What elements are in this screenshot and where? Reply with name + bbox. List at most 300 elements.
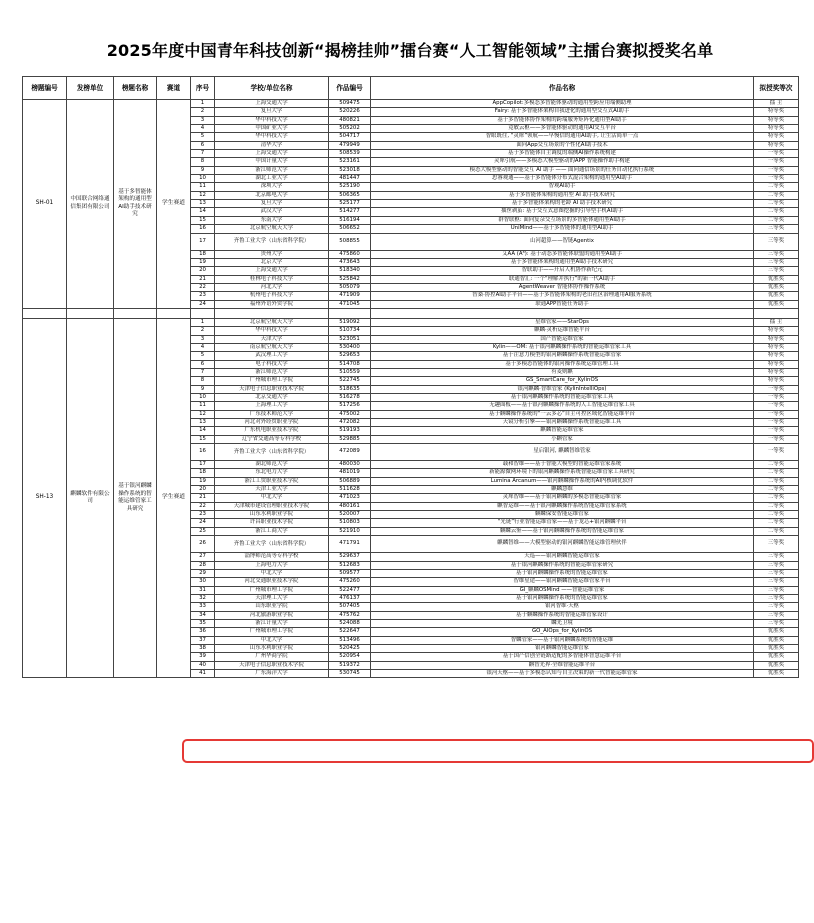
- serial-cell: 34: [191, 611, 215, 619]
- work-name-cell: 银河智维·天枢: [371, 603, 754, 611]
- serial-cell: 15: [191, 435, 215, 443]
- award-cell: 特等奖: [754, 352, 799, 360]
- award-cell: 特等奖: [754, 377, 799, 385]
- work-id-cell: 510559: [329, 368, 371, 376]
- serial-cell: 18: [191, 250, 215, 258]
- school-cell: 广州城市理工学院: [215, 377, 329, 385]
- award-cell: 特等奖: [754, 108, 799, 116]
- work-name-cell: 基于银河麒麟操作系统的智能运维管家研究: [371, 561, 754, 569]
- work-id-cell: 519092: [329, 318, 371, 326]
- work-name-cell: 灵犀智维——基于银河麒麟的多模态智能运维管家: [371, 494, 754, 502]
- award-cell: 一等奖: [754, 419, 799, 427]
- work-name-cell: 麒麟·灵析运维智能平台: [371, 327, 754, 335]
- serial-cell: 23: [191, 292, 215, 300]
- work-name-cell: 智眼既往, “灵犀”领航——早慢信的通用AI助手, 让生活简单一点: [371, 133, 754, 141]
- school-cell: 天津工业大学: [215, 486, 329, 494]
- award-cell: 三等奖: [754, 561, 799, 569]
- serial-cell: 2: [191, 108, 215, 116]
- award-cell: 特等奖: [754, 368, 799, 376]
- award-cell: 二等奖: [754, 208, 799, 216]
- award-cell: 二等奖: [754, 461, 799, 469]
- award-cell: 特等奖: [754, 116, 799, 124]
- serial-cell: 37: [191, 636, 215, 644]
- school-cell: 武汉理工大学: [215, 352, 329, 360]
- award-cell: 三等奖: [754, 611, 799, 619]
- group-separator: [23, 308, 799, 318]
- award-cell: 二等奖: [754, 519, 799, 527]
- award-cell: 一等奖: [754, 444, 799, 461]
- serial-cell: 4: [191, 125, 215, 133]
- award-cell: 三等奖: [754, 603, 799, 611]
- work-id-cell: 472089: [329, 444, 371, 461]
- serial-cell: 9: [191, 385, 215, 393]
- award-cell: 三等奖: [754, 536, 799, 553]
- work-id-cell: 481019: [329, 469, 371, 477]
- serial-cell: 32: [191, 594, 215, 602]
- award-cell: 优胜奖: [754, 292, 799, 300]
- school-cell: 北京大学: [215, 258, 329, 266]
- work-name-cell: 竟敏云枢——多智能体驱动的通用AI交互平台: [371, 125, 754, 133]
- work-id-cell: 524088: [329, 619, 371, 627]
- work-name-cell: 灵犀引航——多模态大模型驱动的APP 智能操作助手构建: [371, 158, 754, 166]
- table-row: [23, 100, 799, 108]
- work-name-cell: 基于国产信创全链路适配的多智能体智慧运维平台: [371, 653, 754, 661]
- school-cell: 广东技术师范大学: [215, 410, 329, 418]
- work-name-cell: Fairy: 基于多智能体架构自我进化的通用型交互式AI助手: [371, 108, 754, 116]
- work-id-cell: 481447: [329, 175, 371, 183]
- work-name-cell: 模态大模型驱动的智能交互 AI 助手 —— 面向通信场景的任务自动化执行系统: [371, 166, 754, 174]
- header-track: 赛道: [157, 77, 191, 100]
- work-name-cell: 麒麟智能运维管家: [371, 427, 754, 435]
- work-name-cell: 基于麒麟操作系统的“一云多芯”自主可控区域化智能运维平台: [371, 410, 754, 418]
- award-cell: 特等奖: [754, 335, 799, 343]
- work-name-cell: 麟光卫境: [371, 619, 754, 627]
- award-cell: 优胜奖: [754, 653, 799, 661]
- work-name-cell: Kylin——OM: 基于银河麒麟操作系统的智能运维管家工具: [371, 343, 754, 351]
- award-cell: 三等奖: [754, 586, 799, 594]
- work-name-cell: 麒智光界·全维智能运维平台: [371, 661, 754, 669]
- school-cell: 东南大学: [215, 216, 329, 224]
- school-cell: 广州华商学院: [215, 653, 329, 661]
- school-cell: 河北交通职业技术学院: [215, 578, 329, 586]
- school-cell: 上海交通大学: [215, 100, 329, 108]
- serial-cell: 18: [191, 469, 215, 477]
- serial-cell: 5: [191, 133, 215, 141]
- school-cell: 北京航空航天大学: [215, 318, 329, 326]
- serial-cell: 19: [191, 258, 215, 266]
- serial-cell: 16: [191, 444, 215, 461]
- award-cell: 一等奖: [754, 158, 799, 166]
- award-cell: 二等奖: [754, 486, 799, 494]
- school-cell: 广东机电职业技术学院: [215, 427, 329, 435]
- award-cell: 优胜奖: [754, 644, 799, 652]
- work-name-cell: 基于麒麟操作系统的智能运维管家设计: [371, 611, 754, 619]
- work-id-cell: 505202: [329, 125, 371, 133]
- serial-cell: 4: [191, 343, 215, 351]
- school-cell: 浙江师范大学: [215, 166, 329, 174]
- topic-name-cell: 基于多智能体架构的通用型AI助手技术研究: [114, 100, 157, 309]
- publisher-cell: 中国联合网络通信集团有限公司: [67, 100, 114, 309]
- separator-cell: [114, 308, 157, 318]
- work-name-cell: AgentWeaver 智能体协作操作系统: [371, 283, 754, 291]
- serial-cell: 36: [191, 628, 215, 636]
- work-id-cell: 516194: [329, 216, 371, 224]
- serial-cell: 14: [191, 427, 215, 435]
- work-id-cell: 512683: [329, 561, 371, 569]
- work-id-cell: 521910: [329, 527, 371, 535]
- serial-cell: 30: [191, 578, 215, 586]
- award-cell: 二等奖: [754, 183, 799, 191]
- school-cell: 华中科技大学: [215, 133, 329, 141]
- work-id-cell: 476137: [329, 594, 371, 602]
- award-cell: 特等奖: [754, 327, 799, 335]
- serial-cell: 21: [191, 494, 215, 502]
- work-id-cell: 507405: [329, 603, 371, 611]
- serial-cell: 6: [191, 141, 215, 149]
- award-cell: 优胜奖: [754, 636, 799, 644]
- work-id-cell: 520007: [329, 511, 371, 519]
- school-cell: 深圳大学: [215, 183, 329, 191]
- work-name-cell: 星维管家——StarOps: [371, 318, 754, 326]
- work-id-cell: 509577: [329, 569, 371, 577]
- school-cell: 浙江工商大学: [215, 527, 329, 535]
- school-cell: 天津大学: [215, 335, 329, 343]
- serial-cell: 40: [191, 661, 215, 669]
- work-name-cell: 智桑·协控AI助手平台——基于多智能体架构的老旧社区治理通用AI服务系统: [371, 292, 754, 300]
- school-cell: 华中科技大学: [215, 327, 329, 335]
- school-cell: 华中科技大学: [215, 116, 329, 124]
- school-cell: 复旦大学: [215, 108, 329, 116]
- work-name-cell: 基于银河麒麟操作系统的智能运维管家: [371, 569, 754, 577]
- school-cell: 齐鲁工业大学（山东省科学院）: [215, 444, 329, 461]
- work-name-cell: AppCopilot:多模态多智能体驱动的通用型跨应用端侧助理: [371, 100, 754, 108]
- award-cell: 三等奖: [754, 553, 799, 561]
- school-cell: 齐鲁工业大学（山东省科学院）: [215, 233, 329, 250]
- work-id-cell: 523161: [329, 158, 371, 166]
- work-id-cell: 522477: [329, 586, 371, 594]
- serial-cell: 1: [191, 318, 215, 326]
- award-cell: 三等奖: [754, 258, 799, 266]
- work-name-cell: 抽丝剥茧: 基于交互式意图挖掘的引导型手机AI助手: [371, 208, 754, 216]
- work-id-cell: 530745: [329, 669, 371, 677]
- work-name-cell: Lumina Arcanum——银河麒麟操作系统的AI内核调优软件: [371, 477, 754, 485]
- school-cell: 辽宁省交通高等专科学校: [215, 435, 329, 443]
- work-id-cell: 518340: [329, 267, 371, 275]
- work-name-cell: 思睿观通——基于多智能体分布式混合架构的通用型AI助手: [371, 175, 754, 183]
- separator-cell: [157, 308, 191, 318]
- serial-cell: 16: [191, 225, 215, 233]
- work-name-cell: 联通智汇: 一个“理解并执行”的新一代AI助手: [371, 275, 754, 283]
- school-cell: 湖北工业大学: [215, 175, 329, 183]
- serial-cell: 26: [191, 536, 215, 553]
- school-cell: 中国矿业大学: [215, 125, 329, 133]
- work-id-cell: 519372: [329, 661, 371, 669]
- serial-cell: 5: [191, 352, 215, 360]
- separator-cell: [754, 308, 799, 318]
- serial-cell: 11: [191, 402, 215, 410]
- work-id-cell: 480821: [329, 116, 371, 124]
- topic-name-cell: 基于银河麒麟操作系统的智能运维管家工具研究: [114, 318, 157, 677]
- header-serial: 序号: [191, 77, 215, 100]
- work-name-cell: 银河天枢——基于多模态认知与自主决策的新一代智能运维管家: [371, 669, 754, 677]
- school-cell: 北京航空航天大学: [215, 225, 329, 233]
- school-cell: 上海电力大学: [215, 561, 329, 569]
- serial-cell: 24: [191, 300, 215, 308]
- school-cell: 南京航空航天大学: [215, 343, 329, 351]
- school-cell: 中北大学: [215, 494, 329, 502]
- school-cell: 北京邮电大学: [215, 191, 329, 199]
- work-id-cell: 504717: [329, 133, 371, 141]
- award-cell: 二等奖: [754, 216, 799, 224]
- work-id-cell: 511628: [329, 486, 371, 494]
- school-cell: 复旦大学: [215, 200, 329, 208]
- work-id-cell: 475860: [329, 250, 371, 258]
- school-cell: 杭州电子科技大学: [215, 292, 329, 300]
- award-cell: 特等奖: [754, 133, 799, 141]
- header-topic-name: 榜题名称: [114, 77, 157, 100]
- separator-cell: [23, 308, 67, 318]
- award-cell: 一等奖: [754, 175, 799, 183]
- serial-cell: 20: [191, 486, 215, 494]
- serial-cell: 7: [191, 368, 215, 376]
- publisher-cell: 麒麟软件有限公司: [67, 318, 114, 677]
- work-name-cell: 麒麟慧维: [371, 486, 754, 494]
- highlight-box: [182, 739, 814, 763]
- school-cell: 河北对外经贸职业学院: [215, 419, 329, 427]
- work-name-cell: 新能源微网环境下的银河麒麟操作系统智能运维管家工具研究: [371, 469, 754, 477]
- work-name-cell: 基于多模态智能体的银河操作系统运维管理工具: [371, 360, 754, 368]
- track-cell: 学生赛道: [157, 318, 191, 677]
- work-name-cell: 基于注意力模型的银河麒麟操作系统智能运维管家: [371, 352, 754, 360]
- work-id-cell: 516278: [329, 394, 371, 402]
- work-name-cell: 基于银河麒麟操作系统的智能运维管家: [371, 594, 754, 602]
- work-id-cell: 505079: [329, 283, 371, 291]
- serial-cell: 10: [191, 394, 215, 402]
- school-cell: 河北大学: [215, 283, 329, 291]
- school-cell: 浙江工贸职业技术学院: [215, 477, 329, 485]
- serial-cell: 17: [191, 461, 215, 469]
- work-id-cell: 475002: [329, 410, 371, 418]
- school-cell: 天津电子信息职业技术学院: [215, 385, 329, 393]
- work-id-cell: 530400: [329, 343, 371, 351]
- work-name-cell: GO_AIOps_for_KylinOS: [371, 628, 754, 636]
- award-cell: 一等奖: [754, 385, 799, 393]
- school-cell: 武汉大学: [215, 208, 329, 216]
- serial-cell: 1: [191, 100, 215, 108]
- award-cell: 一等奖: [754, 150, 799, 158]
- school-cell: 山东水利职业学院: [215, 511, 329, 519]
- work-name-cell: 天巡——银河麒麟智能运维管家: [371, 553, 754, 561]
- work-id-cell: 506365: [329, 191, 371, 199]
- serial-cell: 15: [191, 216, 215, 224]
- work-id-cell: 471791: [329, 536, 371, 553]
- award-cell: 一等奖: [754, 427, 799, 435]
- serial-cell: 35: [191, 619, 215, 627]
- separator-cell: [371, 308, 754, 318]
- serial-cell: 8: [191, 158, 215, 166]
- serial-cell: 14: [191, 208, 215, 216]
- award-cell: 三等奖: [754, 619, 799, 627]
- serial-cell: 3: [191, 335, 215, 343]
- work-id-cell: 529653: [329, 352, 371, 360]
- school-cell: 山东水利职业学院: [215, 644, 329, 652]
- school-cell: 天津理工大学: [215, 594, 329, 602]
- work-id-cell: 525177: [329, 200, 371, 208]
- award-cell: 三等奖: [754, 578, 799, 586]
- work-name-cell: 基于多智能体架构的通用型 AI 助手技术研究: [371, 191, 754, 199]
- work-name-cell: 基于多智能体架构的老龄 AI 助手技术研究: [371, 200, 754, 208]
- header-work-id: 作品编号: [329, 77, 371, 100]
- work-id-cell: 523051: [329, 335, 371, 343]
- school-cell: 广州城市理工学院: [215, 628, 329, 636]
- work-id-cell: 508855: [329, 233, 371, 250]
- work-id-cell: 480030: [329, 461, 371, 469]
- work-name-cell: 银河麒麟·智维管家 (KylinIntelliOps): [371, 385, 754, 393]
- serial-cell: 31: [191, 586, 215, 594]
- work-name-cell: 面向App交互场景的个性化AI助手技术: [371, 141, 754, 149]
- work-id-cell: 475762: [329, 611, 371, 619]
- award-cell: 二等奖: [754, 469, 799, 477]
- page-title: 2025年度中国青年科技创新“揭榜挂帅”擂台赛“人工智能领域”主擂台赛拟授奖名单: [106, 41, 714, 60]
- award-cell: 一等奖: [754, 394, 799, 402]
- work-id-cell: 518635: [329, 385, 371, 393]
- serial-cell: 29: [191, 569, 215, 577]
- award-cell: 二等奖: [754, 191, 799, 199]
- work-name-cell: GS_SmartCare_for_KylinOS: [371, 377, 754, 385]
- serial-cell: 21: [191, 275, 215, 283]
- award-cell: 一等奖: [754, 402, 799, 410]
- school-cell: 山东职业学院: [215, 603, 329, 611]
- serial-cell: 39: [191, 653, 215, 661]
- work-id-cell: 522647: [329, 628, 371, 636]
- work-name-cell: 智观AI助手: [371, 183, 754, 191]
- header-topic-code: 榜题编号: [23, 77, 67, 100]
- separator-cell: [215, 308, 329, 318]
- work-name-cell: 有麦则麒: [371, 368, 754, 376]
- work-name-cell: 银河麒麟智能运维管家: [371, 644, 754, 652]
- header-school: 学校/单位名称: [215, 77, 329, 100]
- award-cell: 特等奖: [754, 125, 799, 133]
- work-id-cell: 472082: [329, 419, 371, 427]
- school-cell: 天津电子信息职业技术学院: [215, 661, 329, 669]
- work-name-cell: 麒智运维——基于银河麒麟操作系统智能运维管家系统: [371, 502, 754, 510]
- header-work-name: 作品名称: [371, 77, 754, 100]
- work-id-cell: 471909: [329, 292, 371, 300]
- award-cell: 优胜奖: [754, 669, 799, 677]
- award-cell: 优胜奖: [754, 661, 799, 669]
- separator-cell: [191, 308, 215, 318]
- work-name-cell: 无趣面板——基于银河麒麟操作系统的人工智能运维管家工具: [371, 402, 754, 410]
- school-cell: 湖北师范大学: [215, 461, 329, 469]
- work-name-cell: 群智联枢: 面向复杂交互场景的多智能体通用型AI助手: [371, 216, 754, 224]
- header-award: 拟授奖等次: [754, 77, 799, 100]
- serial-cell: 23: [191, 511, 215, 519]
- work-name-cell: 智麟管家——基于银河麒麟系统的智能运维: [371, 636, 754, 644]
- separator-cell: [329, 308, 371, 318]
- serial-cell: 24: [191, 519, 215, 527]
- school-cell: 许昌职业技术学院: [215, 519, 329, 527]
- serial-cell: 13: [191, 419, 215, 427]
- work-id-cell: 520425: [329, 644, 371, 652]
- work-name-cell: 基于多智能体架构的通用型AI助手技术研究: [371, 258, 754, 266]
- school-cell: 广州城市理工学院: [215, 586, 329, 594]
- track-cell: 学生赛道: [157, 100, 191, 309]
- serial-cell: 25: [191, 527, 215, 535]
- award-cell: 三等奖: [754, 569, 799, 577]
- award-cell: 二等奖: [754, 511, 799, 519]
- serial-cell: 22: [191, 502, 215, 510]
- work-name-cell: 基于多智能体协作架构的跨端服务矩阵化通用型AI助手: [371, 116, 754, 124]
- serial-cell: 6: [191, 360, 215, 368]
- work-id-cell: 525190: [329, 183, 371, 191]
- award-cell: 三等奖: [754, 267, 799, 275]
- topic-code-cell: SH-13: [23, 318, 67, 677]
- award-cell: 三等奖: [754, 250, 799, 258]
- school-cell: 天津城市建设管理职业技术学院: [215, 502, 329, 510]
- award-cell: 擂 主: [754, 100, 799, 108]
- work-name-cell: “光链”行业智能运维管家——基于龙芯+银河麒麟平台: [371, 519, 754, 527]
- school-cell: 福州外语外贸学院: [215, 300, 329, 308]
- school-cell: 浙江师范大学: [215, 368, 329, 376]
- work-id-cell: 471023: [329, 494, 371, 502]
- award-cell: 优胜奖: [754, 628, 799, 636]
- work-name-cell: 国产智能运维管家: [371, 335, 754, 343]
- award-cell: 擂 主: [754, 318, 799, 326]
- school-cell: 河北旅游职业学院: [215, 611, 329, 619]
- serial-cell: 22: [191, 283, 215, 291]
- work-name-cell: 智维星途——银河麒麟智能运维管家平台: [371, 578, 754, 586]
- work-id-cell: 506889: [329, 477, 371, 485]
- serial-cell: 28: [191, 561, 215, 569]
- work-id-cell: 517256: [329, 402, 371, 410]
- award-cell: 特等奖: [754, 360, 799, 368]
- school-cell: 上海交通大学: [215, 267, 329, 275]
- award-cell: 一等奖: [754, 410, 799, 418]
- work-id-cell: 480161: [329, 502, 371, 510]
- work-id-cell: 514708: [329, 360, 371, 368]
- work-id-cell: 514277: [329, 208, 371, 216]
- topic-code-cell: SH-01: [23, 100, 67, 309]
- award-cell: 二等奖: [754, 502, 799, 510]
- school-cell: 贵州大学: [215, 250, 329, 258]
- work-id-cell: 529885: [329, 435, 371, 443]
- school-cell: 浙江计量大学: [215, 619, 329, 627]
- work-name-cell: UniMind——基于多智能体的通用型AI助手: [371, 225, 754, 233]
- award-cell: 三等奖: [754, 225, 799, 233]
- serial-cell: 11: [191, 183, 215, 191]
- work-id-cell: 475260: [329, 578, 371, 586]
- work-name-cell: 载和智维——基于智能大模型的智能运维管家系统: [371, 461, 754, 469]
- award-cell: 一等奖: [754, 435, 799, 443]
- work-id-cell: 523018: [329, 166, 371, 174]
- serial-cell: 12: [191, 410, 215, 418]
- school-cell: 北京交通大学: [215, 394, 329, 402]
- school-cell: 清华大学: [215, 141, 329, 149]
- school-cell: 淄博师范高等专科学校: [215, 553, 329, 561]
- work-name-cell: 山河超算——智链Agentix: [371, 233, 754, 250]
- award-cell: 二等奖: [754, 527, 799, 535]
- work-id-cell: 506652: [329, 225, 371, 233]
- award-cell: 特等奖: [754, 141, 799, 149]
- work-id-cell: 471045: [329, 300, 371, 308]
- separator-cell: [67, 308, 114, 318]
- serial-cell: 9: [191, 166, 215, 174]
- serial-cell: 12: [191, 191, 215, 199]
- work-id-cell: 520226: [329, 108, 371, 116]
- work-name-cell: 麒麟保安智能运维管家: [371, 511, 754, 519]
- work-id-cell: 510734: [329, 327, 371, 335]
- serial-cell: 2: [191, 327, 215, 335]
